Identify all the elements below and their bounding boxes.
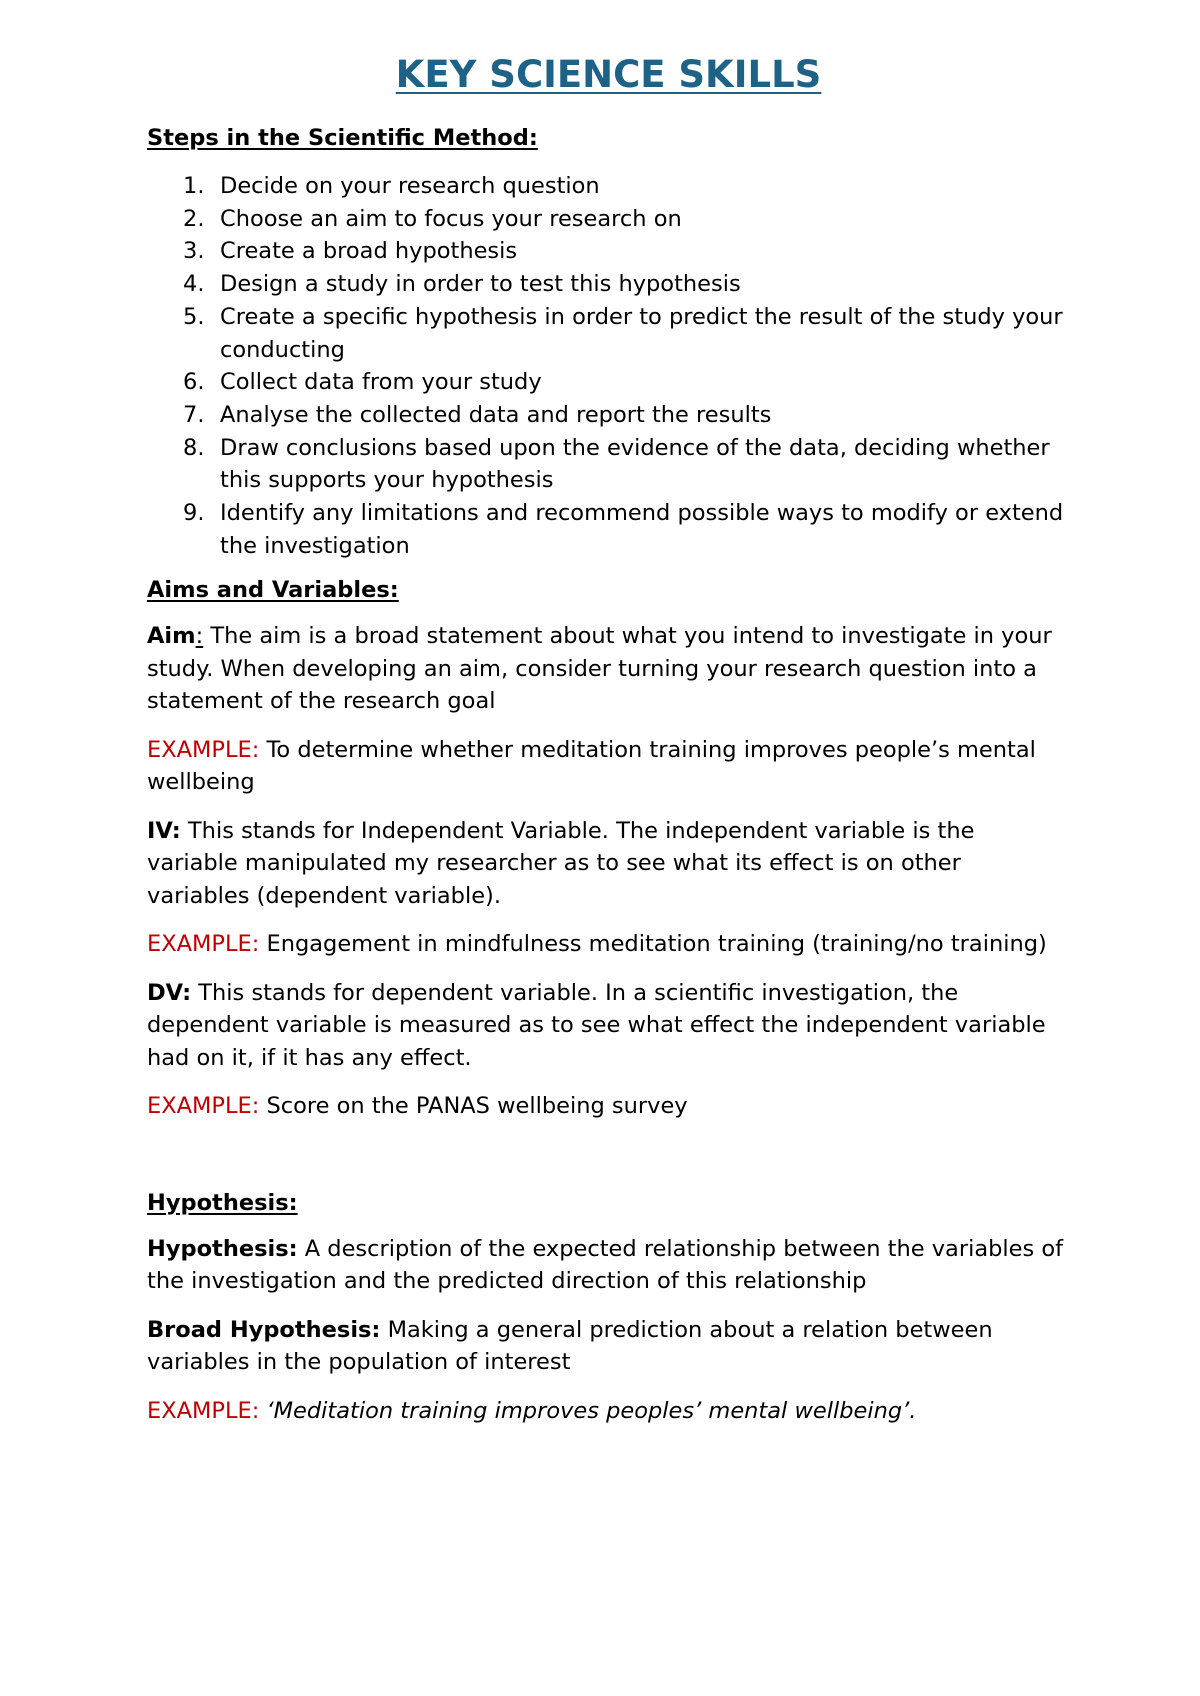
list-item-text: Decide on your research question	[220, 173, 600, 199]
list-item	[147, 170, 1070, 203]
list-item-text: Create a broad hypothesis	[220, 238, 518, 265]
example-label: EXAMPLE:	[147, 736, 260, 763]
list-item-number: 5.	[183, 303, 205, 330]
hypothesis-definition	[147, 1233, 1070, 1298]
dv-example	[147, 1090, 1070, 1123]
blank-line	[147, 1139, 1070, 1187]
aims-section	[147, 574, 1070, 1123]
list-item-text: Collect data from your study	[220, 369, 542, 396]
document-title: KEY SCIENCE SKILLS	[395, 53, 822, 96]
list-item-number: 2.	[183, 205, 205, 232]
list-item	[147, 366, 1070, 399]
list-item-text: Analyse the collected data and report the results	[220, 401, 772, 428]
broad-hypothesis-example	[147, 1395, 1070, 1428]
steps-heading: Steps in the Scientific Method:	[147, 125, 538, 151]
list-item	[147, 235, 1070, 268]
list-item	[147, 268, 1070, 301]
list-item-text: Choose an aim to focus your research on	[220, 205, 682, 232]
hypothesis-term: Hypothesis:	[147, 1235, 298, 1262]
dv-term: DV:	[147, 979, 192, 1006]
broad-hypothesis-term: Broad Hypothesis:	[147, 1316, 381, 1343]
aim-term: Aim	[147, 623, 196, 650]
list-item-number: 1.	[183, 173, 205, 199]
list-item-text: Design a study in order to test this hypothesis	[220, 271, 741, 298]
list-item	[147, 497, 1070, 562]
list-item-text: Draw conclusions based upon the evidence of the data, deciding whether this supports your hypothesis	[220, 434, 1050, 494]
list-item	[147, 301, 1070, 366]
list-item-number: 7.	[183, 401, 205, 428]
example-label: EXAMPLE:	[147, 1093, 260, 1120]
iv-definition	[147, 815, 1070, 913]
list-item-text: Create a specific hypothesis in order to predict the result of the study your conducting	[220, 303, 1063, 363]
list-item	[147, 203, 1070, 236]
aim-definition	[147, 620, 1070, 718]
example-text: To determine whether meditation training improves people’s mental wellbeing	[147, 736, 1036, 796]
iv-term: IV:	[147, 817, 181, 844]
list-item-number: 6.	[183, 369, 205, 396]
aims-heading: Aims and Variables:	[147, 577, 399, 604]
list-item	[147, 399, 1070, 432]
aim-text: The aim is a broad statement about what you intend to investigate in your study. When developing an aim, consider turning your research question into a statement of the research goal	[147, 623, 1052, 715]
aim-example	[147, 734, 1070, 799]
dv-text: This stands for dependent variable. In a scientific investigation, the dependent variable is measured as to see what effect the independent variable had on it, if it has any effect.	[147, 979, 1046, 1071]
list-item-number: 4.	[183, 271, 205, 298]
example-text: ‘Meditation training improves peoples’ mental wellbeing’.	[259, 1397, 917, 1424]
steps-section	[147, 122, 1070, 562]
example-text: Score on the PANAS wellbeing survey	[259, 1093, 688, 1120]
hypothesis-heading: Hypothesis:	[147, 1189, 298, 1216]
aim-colon: :	[195, 623, 204, 650]
hypothesis-section	[147, 1187, 1070, 1428]
steps-list	[147, 170, 1070, 562]
list-item-number: 9.	[183, 500, 205, 527]
list-item-number: 3.	[183, 238, 205, 265]
iv-text: This stands for Independent Variable. The independent variable is the variable manipulated my researcher as to see what its effect is on other variables (dependent variable).	[147, 817, 975, 909]
hypothesis-text: A description of the expected relationship between the variables of the investigation and the predicted direction of this relationship	[147, 1235, 1064, 1295]
iv-example	[147, 928, 1070, 961]
example-text: Engagement in mindfulness meditation training (training/no training)	[259, 931, 1047, 958]
dv-definition	[147, 977, 1070, 1075]
example-label: EXAMPLE:	[147, 931, 260, 958]
list-item-text: Identify any limitations and recommend possible ways to modify or extend the investigation	[220, 500, 1064, 559]
broad-hypothesis-text: Making a general prediction about a relation between variables in the population of interest	[147, 1316, 993, 1376]
list-item-number: 8.	[183, 434, 205, 461]
broad-hypothesis-definition	[147, 1314, 1070, 1379]
list-item	[147, 432, 1070, 497]
example-label: EXAMPLE:	[147, 1397, 260, 1424]
